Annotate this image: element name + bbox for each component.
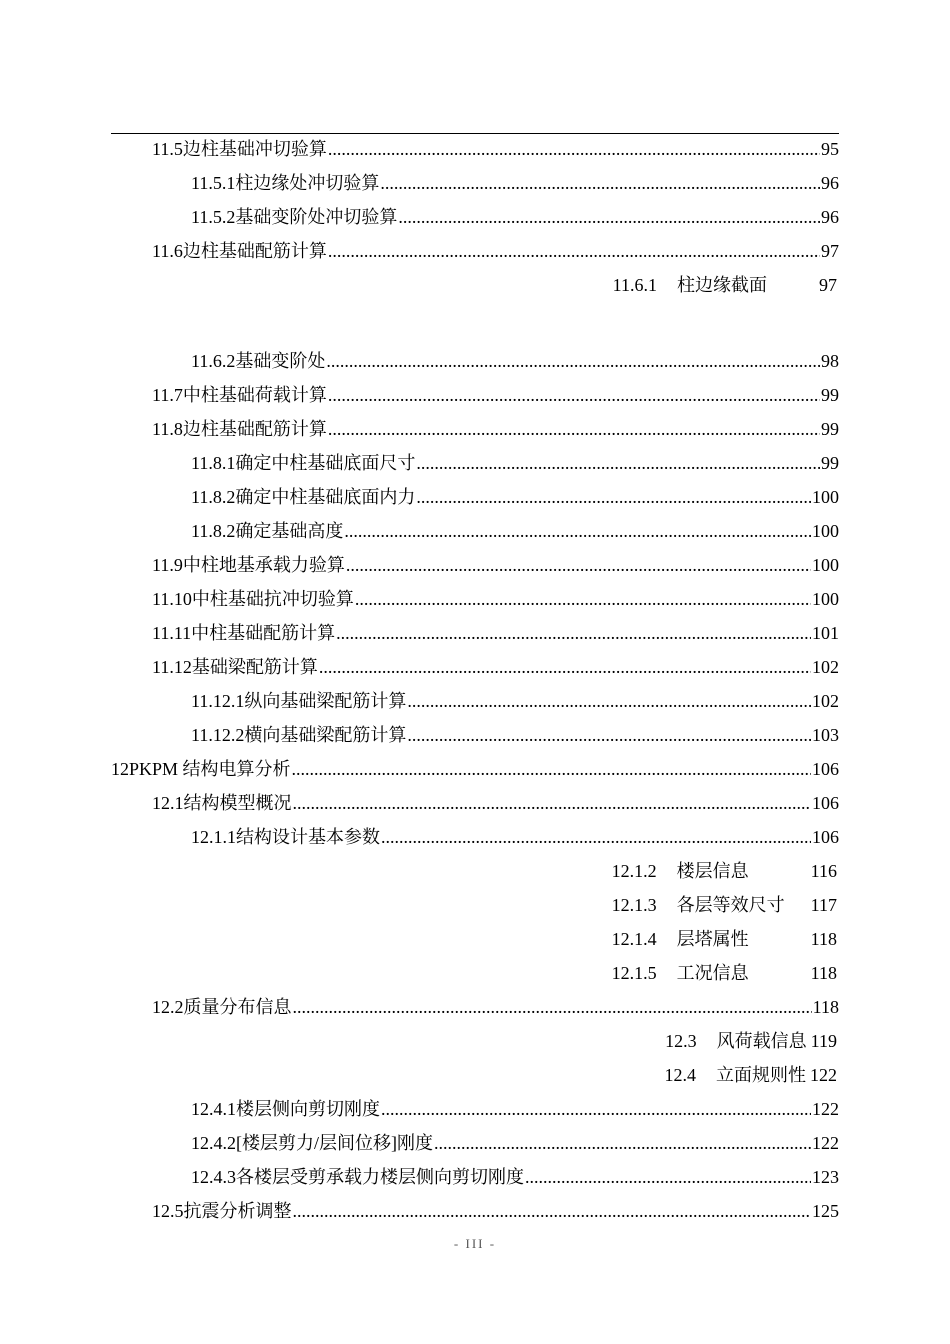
toc-number: 11.10 bbox=[152, 589, 192, 609]
toc-leader bbox=[381, 820, 811, 854]
toc-title: 风荷载信息 bbox=[716, 1031, 807, 1051]
toc-entry[interactable] bbox=[0, 200, 950, 234]
toc-entry[interactable] bbox=[0, 888, 950, 922]
toc-number: 12.1.4 bbox=[611, 929, 657, 949]
toc-entry[interactable] bbox=[0, 718, 950, 752]
toc-number: 11.8.2 bbox=[191, 487, 236, 507]
toc-title: 纵向基础梁配筋计算 bbox=[244, 691, 407, 711]
toc-entry[interactable] bbox=[0, 548, 950, 582]
toc-title: 确定中柱基础底面尺寸 bbox=[235, 453, 416, 473]
toc-page: 99 bbox=[821, 419, 839, 439]
toc-title: 中柱基础荷载计算 bbox=[182, 385, 327, 405]
toc-number: 12.1.1 bbox=[191, 827, 236, 847]
toc-title: 基础变阶处冲切验算 bbox=[235, 207, 398, 227]
toc-title: 柱边缘处冲切验算 bbox=[235, 173, 380, 193]
toc-title: 中柱基础抗冲切验算 bbox=[191, 589, 354, 609]
toc-page: 95 bbox=[821, 139, 839, 159]
toc-title: 中柱地基承载力验算 bbox=[182, 555, 345, 575]
toc-number: 11.6 bbox=[152, 241, 183, 261]
toc-page: 122 bbox=[810, 1065, 837, 1085]
toc-number: 12.1.3 bbox=[611, 895, 657, 915]
toc-leader bbox=[293, 786, 812, 820]
table-of-contents bbox=[0, 132, 950, 1228]
toc-page: 116 bbox=[810, 861, 837, 881]
toc-page: 106 bbox=[812, 759, 839, 779]
toc-entry[interactable] bbox=[0, 378, 950, 412]
toc-page: 100 bbox=[812, 589, 839, 609]
toc-entry[interactable] bbox=[0, 820, 950, 854]
toc-page: 122 bbox=[812, 1099, 839, 1119]
toc-page: 118 bbox=[810, 963, 837, 983]
toc-title: 柱边缘截面 bbox=[677, 275, 767, 295]
toc-number: 12.4.1 bbox=[191, 1099, 236, 1119]
toc-title: 边柱基础配筋计算 bbox=[182, 419, 327, 439]
toc-leader bbox=[328, 132, 820, 166]
toc-title: 中柱基础配筋计算 bbox=[191, 623, 336, 643]
toc-entry[interactable] bbox=[0, 480, 950, 514]
toc-page: 119 bbox=[810, 1031, 837, 1051]
toc-leader bbox=[407, 684, 811, 718]
toc-page: 102 bbox=[812, 657, 839, 677]
toc-entry[interactable] bbox=[0, 1024, 950, 1058]
toc-entry[interactable] bbox=[0, 1160, 950, 1194]
toc-entry[interactable] bbox=[0, 268, 950, 302]
toc-leader bbox=[380, 166, 820, 200]
toc-title: 楼层侧向剪切刚度 bbox=[236, 1099, 380, 1119]
toc-number: 11.8.1 bbox=[191, 453, 236, 473]
toc-title: 楼层信息 bbox=[676, 861, 749, 881]
toc-page: 99 bbox=[821, 385, 839, 405]
toc-entry[interactable] bbox=[0, 446, 950, 480]
toc-number: 12.4.3 bbox=[191, 1167, 236, 1187]
toc-title: 层塔属性 bbox=[676, 929, 749, 949]
toc-leader bbox=[328, 234, 820, 268]
toc-page: 118 bbox=[810, 929, 837, 949]
toc-entry[interactable] bbox=[0, 990, 950, 1024]
toc-leader bbox=[293, 1194, 812, 1228]
toc-title: 横向基础梁配筋计算 bbox=[244, 725, 407, 745]
toc-page: 99 bbox=[821, 453, 839, 473]
toc-leader bbox=[381, 1092, 811, 1126]
toc-number: 12.1 bbox=[152, 793, 184, 813]
toc-title: 基础变阶处 bbox=[235, 351, 326, 371]
toc-number: 11.5 bbox=[152, 139, 183, 159]
toc-number: 12.4.2 bbox=[191, 1133, 236, 1153]
toc-leader bbox=[328, 378, 820, 412]
toc-page: 117 bbox=[810, 895, 837, 915]
toc-number: 11.12.1 bbox=[191, 691, 245, 711]
toc-leader bbox=[525, 1160, 811, 1194]
toc-title: 基础梁配筋计算 bbox=[191, 657, 318, 677]
toc-entry[interactable] bbox=[0, 132, 950, 166]
toc-leader bbox=[336, 616, 811, 650]
toc-entry[interactable] bbox=[0, 1058, 950, 1092]
toc-number: 11.12.2 bbox=[191, 725, 245, 745]
toc-page: 123 bbox=[812, 1167, 839, 1187]
toc-number: 11.11 bbox=[152, 623, 192, 643]
toc-title: PKPM 结构电算分析 bbox=[129, 759, 291, 779]
toc-leader bbox=[346, 548, 811, 582]
toc-number: 11.5.2 bbox=[191, 207, 236, 227]
toc-leader bbox=[407, 718, 811, 752]
toc-leader bbox=[293, 990, 812, 1024]
toc-title: 各层等效尺寸 bbox=[676, 895, 785, 915]
toc-title: 质量分布信息 bbox=[183, 997, 292, 1017]
toc-leader bbox=[319, 650, 811, 684]
toc-number: 11.9 bbox=[152, 555, 183, 575]
toc-page: 96 bbox=[821, 173, 839, 193]
toc-page: 106 bbox=[812, 827, 839, 847]
toc-page: 122 bbox=[812, 1133, 839, 1153]
toc-number: 12 bbox=[111, 759, 129, 779]
toc-page: 96 bbox=[821, 207, 839, 227]
toc-entry[interactable] bbox=[0, 166, 950, 200]
toc-number: 12.1.5 bbox=[611, 963, 657, 983]
toc-entry[interactable] bbox=[0, 1126, 950, 1160]
toc-page: 100 bbox=[812, 487, 839, 507]
toc-title: 边柱基础冲切验算 bbox=[182, 139, 327, 159]
toc-number: 11.7 bbox=[152, 385, 183, 405]
toc-number: 12.1.2 bbox=[611, 861, 657, 881]
toc-entry[interactable] bbox=[0, 786, 950, 820]
toc-leader bbox=[344, 514, 811, 548]
toc-title: 立面规则性 bbox=[716, 1065, 806, 1085]
toc-leader bbox=[434, 1126, 811, 1160]
toc-entry[interactable] bbox=[0, 582, 950, 616]
toc-title: 边柱基础配筋计算 bbox=[182, 241, 327, 261]
toc-title: 结构设计基本参数 bbox=[236, 827, 380, 847]
toc-page: 118 bbox=[812, 997, 839, 1017]
toc-number: 11.6.2 bbox=[191, 351, 236, 371]
toc-entry[interactable] bbox=[0, 344, 950, 378]
toc-entry[interactable] bbox=[0, 1194, 950, 1228]
toc-page: 100 bbox=[812, 555, 839, 575]
toc-leader bbox=[416, 446, 820, 480]
toc-page: 100 bbox=[812, 521, 839, 541]
toc-number: 12.4 bbox=[664, 1065, 696, 1085]
toc-entry[interactable] bbox=[0, 514, 950, 548]
toc-number: 11.12 bbox=[152, 657, 192, 677]
toc-leader bbox=[355, 582, 811, 616]
toc-title: 结构模型概况 bbox=[183, 793, 292, 813]
toc-page: 97 bbox=[819, 275, 837, 295]
toc-title: 抗震分析调整 bbox=[183, 1201, 292, 1221]
toc-entry[interactable] bbox=[0, 752, 950, 786]
toc-entry[interactable] bbox=[0, 616, 950, 650]
toc-entry[interactable] bbox=[0, 234, 950, 268]
toc-page: 102 bbox=[812, 691, 839, 711]
toc-leader bbox=[326, 344, 820, 378]
toc-number: 11.8 bbox=[152, 419, 183, 439]
toc-page: 98 bbox=[821, 351, 839, 371]
toc-page: 97 bbox=[821, 241, 839, 261]
toc-title: [楼层剪力/层间位移]刚度 bbox=[236, 1133, 433, 1153]
toc-number: 12.3 bbox=[665, 1031, 697, 1051]
toc-leader bbox=[328, 412, 820, 446]
toc-title: 各楼层受剪承载力楼层侧向剪切刚度 bbox=[236, 1167, 524, 1187]
toc-page: 103 bbox=[812, 725, 839, 745]
toc-leader bbox=[416, 480, 811, 514]
toc-title: 工况信息 bbox=[676, 963, 749, 983]
toc-entry[interactable] bbox=[0, 1092, 950, 1126]
toc-number: 12.5 bbox=[152, 1201, 184, 1221]
toc-leader bbox=[398, 200, 820, 234]
toc-number: 12.2 bbox=[152, 997, 184, 1017]
toc-page: 125 bbox=[812, 1201, 839, 1221]
toc-entry[interactable] bbox=[0, 684, 950, 718]
toc-page: 106 bbox=[812, 793, 839, 813]
toc-entry[interactable] bbox=[0, 956, 950, 990]
toc-entry[interactable] bbox=[0, 412, 950, 446]
toc-number: 11.5.1 bbox=[191, 173, 236, 193]
toc-title: 确定中柱基础底面内力 bbox=[235, 487, 416, 507]
toc-entry[interactable] bbox=[0, 854, 950, 888]
toc-page: 101 bbox=[812, 623, 839, 643]
toc-leader bbox=[292, 752, 811, 786]
toc-title: 确定基础高度 bbox=[235, 521, 344, 541]
page-number-footer: - III - bbox=[453, 1236, 497, 1251]
toc-entry[interactable] bbox=[0, 922, 950, 956]
toc-entry[interactable] bbox=[0, 650, 950, 684]
toc-number: 11.8.2 bbox=[191, 521, 236, 541]
toc-number: 11.6.1 bbox=[612, 275, 657, 295]
